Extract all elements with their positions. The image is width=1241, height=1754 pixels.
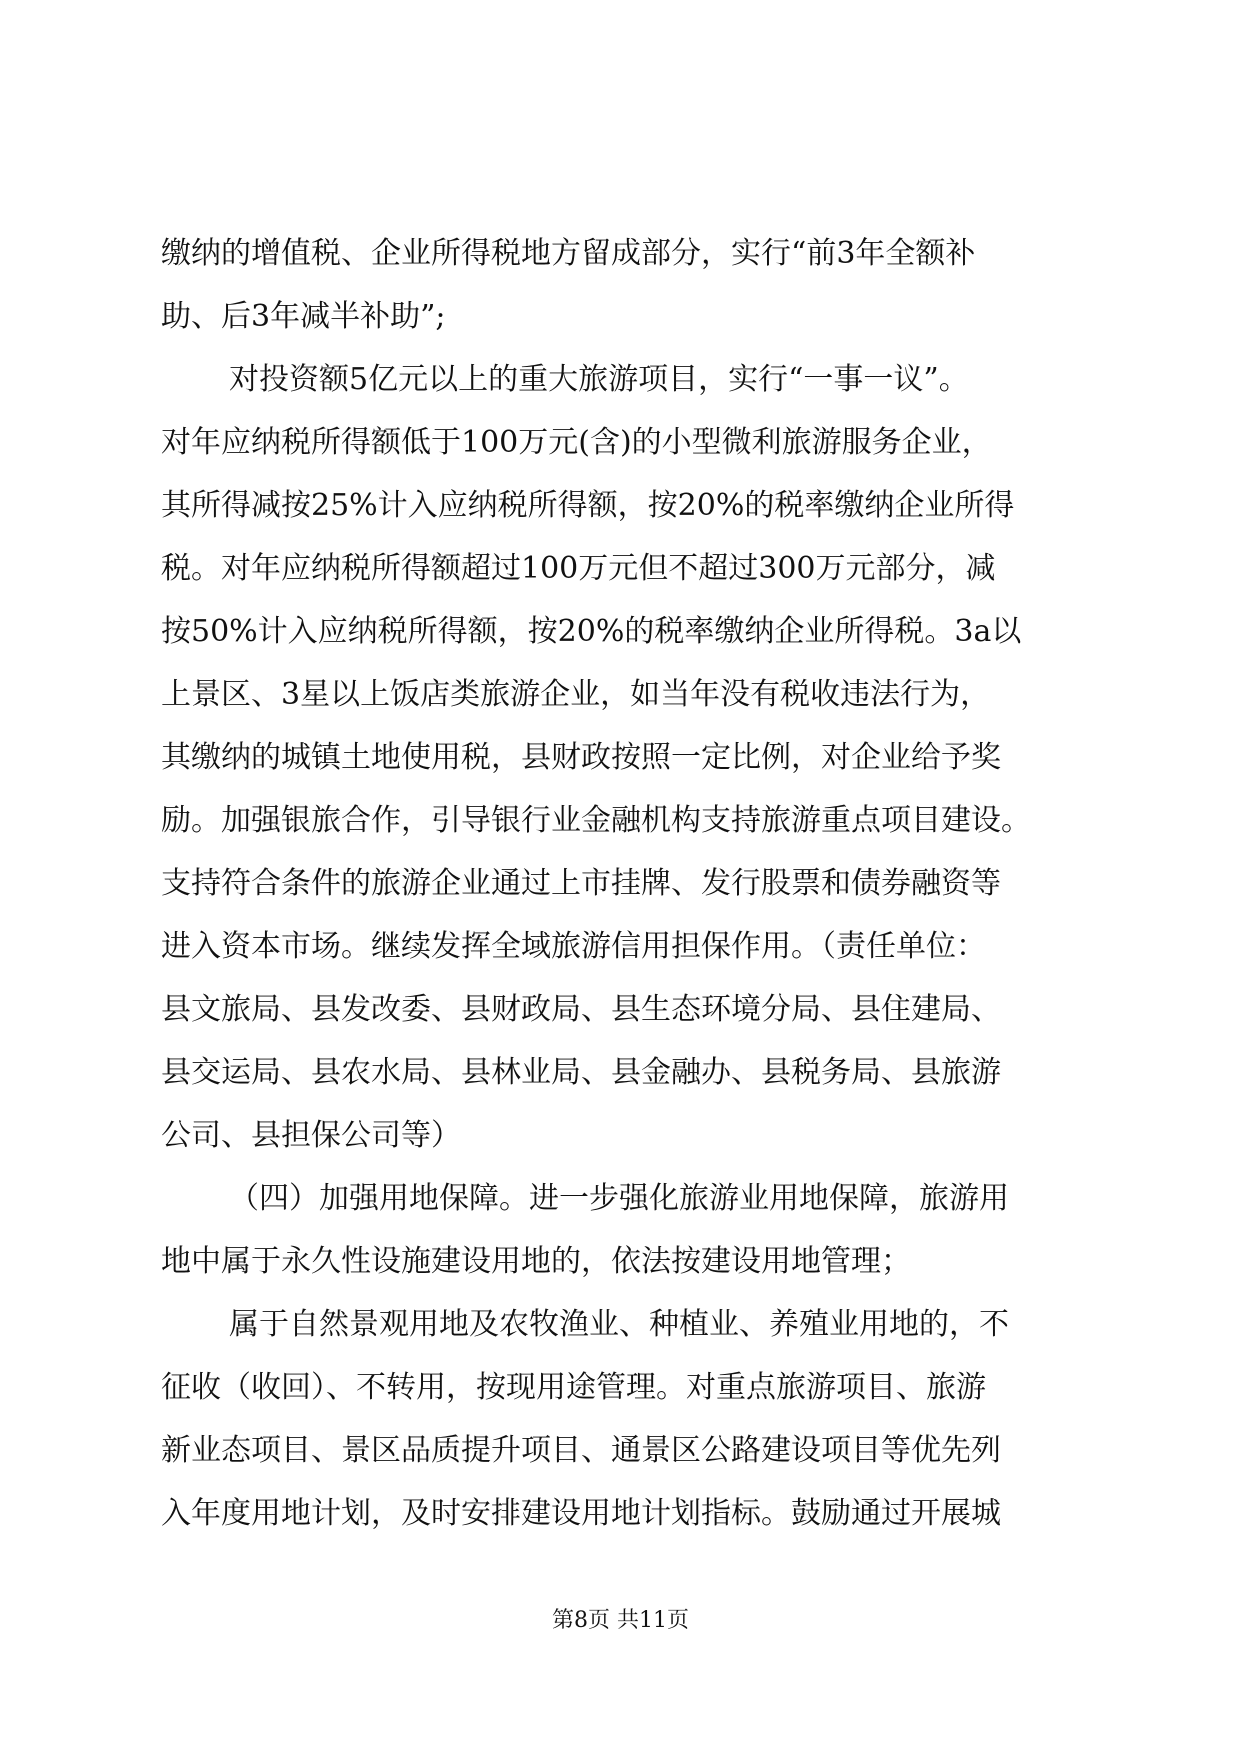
section-heading-line: （四）加强用地保障。进一步强化旅游业用地保障，旅游用 xyxy=(229,1181,1009,1216)
text-line: 地中属于永久性设施建设用地的，依法按建设用地管理； xyxy=(161,1244,911,1279)
page-number-footer: 第8页 共11页 xyxy=(552,1608,689,1633)
text-line: 征收（收回）、不转用，按现用途管理。对重点旅游项目、旅游 xyxy=(161,1370,986,1405)
text-line: 对年应纳税所得额低于100万元(含)的小型微利旅游服务企业， xyxy=(161,425,992,460)
text-line: 进入资本市场。继续发挥全域旅游信用担保作用。（责任单位： xyxy=(161,929,986,964)
text-line: 县交运局、县农水局、县林业局、县金融办、县税务局、县旅游 xyxy=(161,1055,1001,1090)
paragraph-start-line: 属于自然景观用地及农牧渔业、种植业、养殖业用地的，不 xyxy=(229,1307,1009,1342)
text-line: 按50%计入应纳税所得额，按20%的税率缴纳企业所得税。3a以 xyxy=(161,614,1022,649)
text-line: 税。对年应纳税所得额超过100万元但不超过300万元部分，减 xyxy=(161,551,996,586)
text-line: 上景区、3星以上饭店类旅游企业，如当年没有税收违法行为， xyxy=(161,677,991,712)
text-line: 入年度用地计划，及时安排建设用地计划指标。鼓励通过开展城 xyxy=(161,1496,1001,1531)
text-line: 缴纳的增值税、企业所得税地方留成部分，实行“前3年全额补 xyxy=(161,236,976,271)
text-line: 支持符合条件的旅游企业通过上市挂牌、发行股票和债券融资等 xyxy=(161,866,1001,901)
text-line: 助、后3年减半补助”; xyxy=(161,299,446,334)
text-line: 其缴纳的城镇土地使用税，县财政按照一定比例，对企业给予奖 xyxy=(161,740,1001,775)
document-body xyxy=(161,222,1081,1545)
text-line: 其所得减按25%计入应纳税所得额，按20%的税率缴纳企业所得 xyxy=(161,488,1015,523)
paragraph-start-line: 对投资额5亿元以上的重大旅游项目，实行“一事一议”。 xyxy=(229,362,969,397)
text-line: 新业态项目、景区品质提升项目、通景区公路建设项目等优先列 xyxy=(161,1433,1001,1468)
text-line: 公司、县担保公司等） xyxy=(161,1118,461,1153)
text-line: 县文旅局、县发改委、县财政局、县生态环境分局、县住建局、 xyxy=(161,992,1001,1027)
text-line: 励。加强银旅合作，引导银行业金融机构支持旅游重点项目建设。 xyxy=(161,803,1031,838)
